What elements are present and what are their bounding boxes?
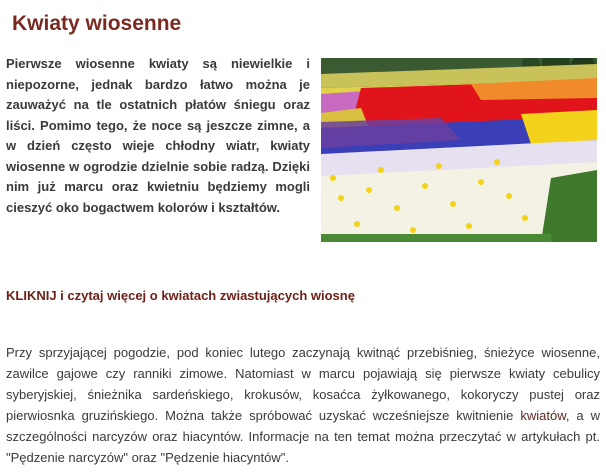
page-title: Kwiaty wiosenne [12, 12, 182, 35]
intro-paragraph: Pierwsze wiosenne kwiaty są niewielkie i niepozorne, jednak bardzo łatwo można je zauważyć na tle ostatnich płatów śniegu oraz liści. Pomimo tego, że noce są jeszcze zimne, a w dzień często wieje chłodny wiatr, kwiaty wiosenne w ogrodzie dzielnie sobie radzą. Dzięki nim już marcu oraz kwietniu będziemy mogli cieszyć oko bogactwem kolorów i kształtów. [6, 56, 310, 215]
body-text-part2: , a w szczególności narcyzów oraz hiacyntów. Informacje na ten temat można przeczytać w artykułach pt. "Pędzenie narcyzów" oraz "Pędzenie hiacyntów". [6, 408, 600, 465]
body-paragraph [6, 342, 600, 468]
flower-garden-illustration [321, 58, 597, 242]
read-more-link[interactable]: KLIKNIJ i czytaj więcej o kwiatach zwiastujących wiosnę [6, 288, 355, 303]
flower-garden-photo [321, 58, 597, 242]
body-text-part1: Przy sprzyjającej pogodzie, pod koniec lutego zaczynają kwitnąć przebiśnieg, śnieżyce wiosenne, zawilce gajowe czy ranniki zimowe. Natomiast w marcu pojawiają się pierwsze kwiaty cebulicy syberyjskiej, śnieżnika sardeńskiego, krokusów, kosaćca żyłkowanego, kokoryczy pustej oraz pierwiosnka gruzińskiego. Można także spróbować uzyskać wcześniejsze kwitnienie [6, 345, 600, 423]
flowers-link[interactable]: kwiatów [520, 408, 566, 423]
